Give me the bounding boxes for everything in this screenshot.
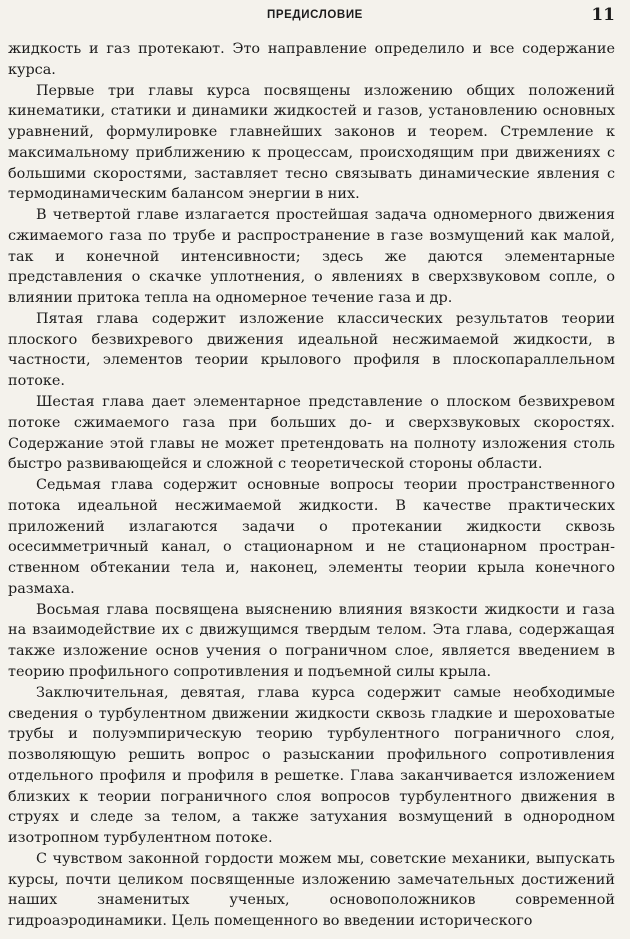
paragraph-chapter-5: Пятая глава содержит изложение классических результатов теории плоского безвихревого движения идеальной несжимаемой жидкости, в частности, элементов теории крылового профиля в плоскопараллельном потоке. <box>8 310 615 390</box>
paragraph-chapter-9: Заключительная, девятая, глава курса содержит самые необходимые сведения о турбулентном движении жидкости сквозь гладкие и шероховатые трубы и полуэмпирическую теорию турбулентного пограничного слоя, позволяющую решить вопрос о разыскании профильного сопротивления отдельного профиля и профиля в решетке. Глава заканчивается изложением близких к теории пограничного слоя вопросов турбулентного движения в струях и следе за телом, а также затухания возмущений в однородном изотропном турбулентном потоке. <box>8 684 615 847</box>
paragraph-chapter-4: В четвертой главе излагается простейшая задача одномерного движения сжимаемого газа по трубе и распространение в газе возмущений как малой, так и конечной интенсивности; здесь же даются элементарные представления о скачке уплотнения, о явлениях в сверхзвуковом сопле, о влиянии притока тепла на одномерное течение газа и др. <box>8 207 615 307</box>
page-body <box>8 39 615 932</box>
page-number: 11 <box>591 5 615 25</box>
paragraph-chapters-1-3: Первые три главы курса посвящены изложению общих положений кинематики, статики и динамики жидкостей и газов, установлению основных уравнений, формулировке главнейших законов и теорем. Стремление к максимальному приближению к процессам, происходящим при движениях с большими скоростями, заставляет тесно связывать динамические явления с термодинамическим балансом энергии в них. <box>8 82 615 203</box>
paragraph-chapter-8: Восьмая глава посвящена выяснению влияния вязкости жидкости и газа на взаимодействие их с движущимся твердым телом. Эта глава, содержащая также изложение основ учения о пограничном слое, является введением в теорию профильного сопротивления и подъемной силы крыла. <box>8 601 615 680</box>
paragraph-continuation: жидкость и газ протекают. Это направление определило и все содержание курса. <box>8 41 615 78</box>
running-header: ПРЕДИСЛОВИЕ <box>267 9 363 21</box>
paragraph-chapter-7: Седьмая глава содержит основные вопросы теории пространственного потока идеальной несжимаемой жидкости. В качестве практических приложений излагаются задачи о протекании жидкости сквозь осесимметричный канал, о стационарном и не стационарном пространственном обтекании тела и, наконец, элементы теории крыла конечного размаха. <box>8 477 615 597</box>
paragraph-closing: С чувством законной гордости можем мы, советские механики, выпускать курсы, почти целиком посвященные изложению замечательных достижений наших знаменитых ученых, основоположников современной гидроаэродинамики. Цель помещенного во введении исторического <box>8 850 615 930</box>
paragraph-chapter-6: Шестая глава дает элементарное представление о плоском безвихревом потоке сжимаемого газа при больших до- и сверхзвуковых скоростях. Содержание этой главы не может претендовать на полноту изложения столь быстро развивающейся и сложной с теоретической стороны области. <box>8 394 615 473</box>
